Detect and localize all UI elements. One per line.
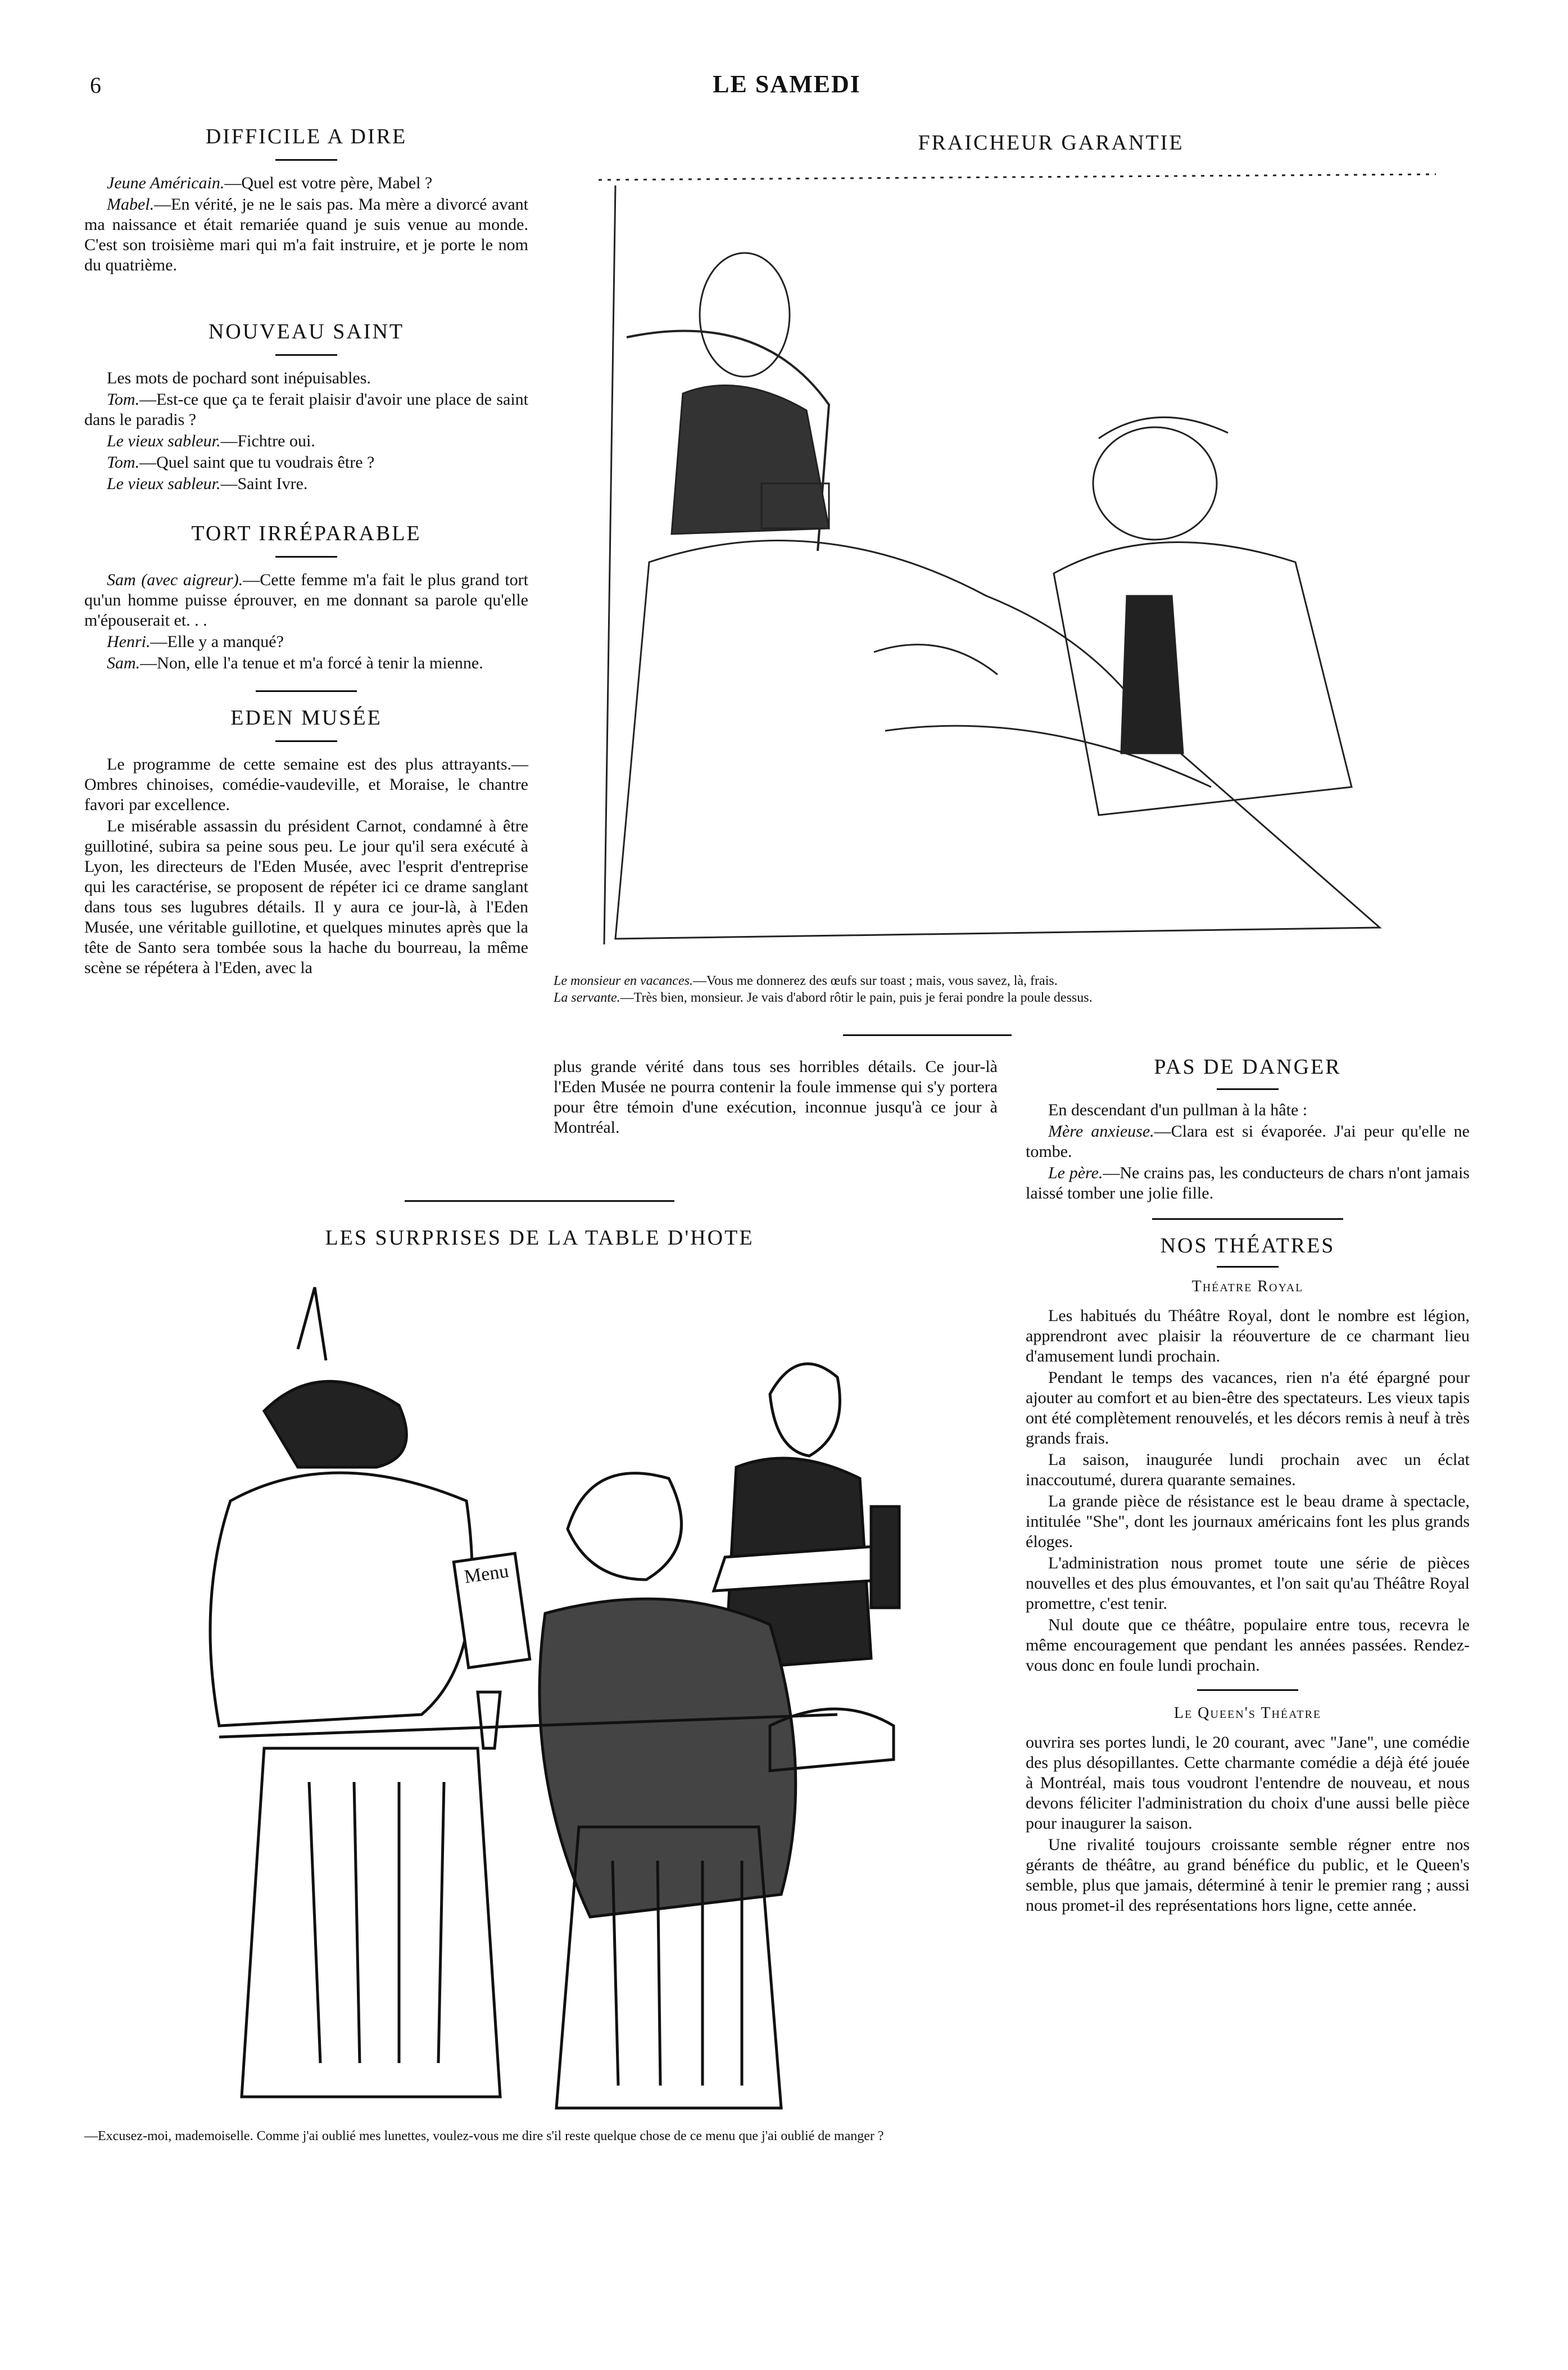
paragraph: plus grande vérité dans tous ses horribles détails. Ce jour-là l'Eden Musée ne pourra contenir la foule immense qui s'y portera pour être témoin d'une exécution, inconnue jusqu'à ce jour à Montréal. <box>554 1057 998 1137</box>
dialogue-line: Mère anxieuse.—Clara est si évaporée. J'ai peur qu'elle ne tombe. <box>1026 1122 1470 1161</box>
dialogue-line: Le père.—Ne crains pas, les conducteurs de chars n'ont jamais laissé tomber une jolie fille. <box>1026 1164 1470 1202</box>
menu-label: Menu <box>463 1561 510 1588</box>
paragraph: La grande pièce de résistance est le beau drame à spectacle, intitulée "She", dont les journaux américains font les plus grands éloges. <box>1026 1492 1470 1551</box>
danger-column <box>1026 1057 1470 1917</box>
eden-continuation <box>554 1057 998 1139</box>
dialogue-line: Le vieux sableur.—Saint Ivre. <box>107 474 308 493</box>
dialogue-line: Le vieux sableur.—Fichtre oui. <box>107 432 315 450</box>
section-title-surprises: LES SURPRISES DE LA TABLE D'HOTE <box>325 1226 754 1250</box>
illustration-fraicheur <box>593 169 1447 967</box>
section-title-difficile: DIFFICILE A DIRE <box>205 125 407 148</box>
paragraph: Pendant le temps des vacances, rien n'a été épargné pour ajouter au comfort et au bien-être des spectateurs. Les vieux tapis ont été complètement renouvelés, et les décors remis à neuf à très grands frais. <box>1026 1368 1470 1448</box>
dialogue-line: Jeune Américain.—Quel est votre père, Mabel ? <box>107 174 433 192</box>
caption-surprises: —Excusez-moi, mademoiselle. Comme j'ai oublié mes lunettes, voulez-vous me dire s'il reste quelque chose de ce menu que j'ai oublié de manger ? <box>84 2129 884 2143</box>
paragraph: Une rivalité toujours croissante semble régner entre nos gérants de théâtre, au grand bénéfice du public, et le Queen's semble, plus que jamais, déterminé à tenir le premier rang ; aussi nous promet-il des représentations hors ligne, cette année. <box>1026 1835 1470 1915</box>
section-title-fraicheur: FRAICHEUR GARANTIE <box>918 131 1184 155</box>
caption-fraicheur <box>554 973 1464 1006</box>
section-title-tort: TORT IRRÉPARABLE <box>191 522 422 545</box>
paragraph: En descendant d'un pullman à la hâte : <box>1048 1101 1308 1119</box>
subtitle-queens: Le Queen's Théatre <box>1173 1704 1322 1722</box>
section-title-theatres: NOS THÉATRES <box>1160 1234 1335 1258</box>
dialogue-line: Tom.—Est-ce que ça te ferait plaisir d'avoir une place de saint dans le paradis ? <box>84 390 528 429</box>
paragraph: Le misérable assassin du président Carnot, condamné à être guillotiné, subira sa peine sous peu. Le jour qu'il sera exécuté à Lyon, les directeurs de l'Eden Musée, avec l'esprit d'entreprise qui les caractérise, se proposent de répéter ici ce drame sanglant dans tous ses lugubres détails. Il y aura ce jour-là, à l'Eden Musée, une véritable guillotine, et quelques minutes après que la tête de Santo sera tombée sous la hache du bourreau, la même scène se répétera à l'Eden, avec la <box>84 817 528 977</box>
divider <box>843 1034 1012 1036</box>
paragraph: ouvrira ses portes lundi, le 20 courant, avec "Jane", une comédie des plus désopillantes. Cette charmante comédie a déjà été jouée à Montréal, mais tous voudront l'entendre de nouveau, et nous devons féliciter l'administration du choix d'une aussi belle pièce pour inaugurer la saison. <box>1026 1733 1470 1833</box>
masthead-title: LE SAMEDI <box>713 70 861 98</box>
dialogue-line: Mabel.—En vérité, je ne le sais pas. Ma mère a divorcé avant ma naissance et était remariée quand je suis venue au monde. C'est son troisième mari qui m'a fait instruire, et je porte le nom du quatrième. <box>84 195 528 274</box>
paragraph: Nul doute que ce théâtre, populaire entre tous, recevra le même encouragement que pendant les années passées. Rendez-vous donc en foule lundi prochain. <box>1026 1616 1470 1675</box>
paragraph: Les habitués du Théâtre Royal, dont le nombre est légion, apprendront avec plaisir la réouverture de ce charmant lieu d'amusement lundi prochain. <box>1026 1306 1470 1365</box>
section-title-saint: NOUVEAU SAINT <box>208 320 405 343</box>
paragraph: L'administration nous promet toute une série de pièces nouvelles et des plus émouvantes, et l'on sait qu'au Théâtre Royal promettre, c'est tenir. <box>1026 1554 1470 1613</box>
cartoon-diners-icon <box>163 1265 972 2131</box>
dialogue-line: Sam.—Non, elle l'a tenue et m'a forcé à tenir la mienne. <box>107 654 483 672</box>
left-column <box>84 126 528 979</box>
dialogue-line: Tom.—Quel saint que tu voudrais être ? <box>107 453 375 472</box>
paragraph: La saison, inaugurée lundi prochain avec un éclat inaccoutumé, durera quarante semaines. <box>1026 1450 1470 1489</box>
caption-line: Le monsieur en vacances.—Vous me donnerez des œufs sur toast ; mais, vous savez, là, frais. <box>554 974 1058 988</box>
paragraph: Les mots de pochard sont inépuisables. <box>107 369 371 387</box>
section-title-danger: PAS DE DANGER <box>1154 1055 1342 1079</box>
dialogue-line: Sam (avec aigreur).—Cette femme m'a fait le plus grand tort qu'un homme puisse éprouver, en me donnant sa parole qu'elle m'épouserait et. . . <box>84 571 528 630</box>
paragraph: Le programme de cette semaine est des plus attrayants.— Ombres chinoises, comédie-vaudeville, et Moraise, le chantre favori par excellence. <box>84 755 528 814</box>
subtitle-royal: Théatre Royal <box>1191 1278 1304 1295</box>
section-title-eden: EDEN MUSÉE <box>230 706 382 730</box>
caption-line: La servante.—Très bien, monsieur. Je vais d'abord rôtir le pain, puis je ferai pondre la poule dessus. <box>554 990 1093 1005</box>
cartoon-vacationer-icon <box>593 169 1447 967</box>
page-number: 6 <box>90 73 101 98</box>
illustration-table-dhote <box>163 1265 972 2131</box>
dialogue-line: Henri.—Elle y a manqué? <box>107 632 284 651</box>
divider <box>405 1200 674 1202</box>
